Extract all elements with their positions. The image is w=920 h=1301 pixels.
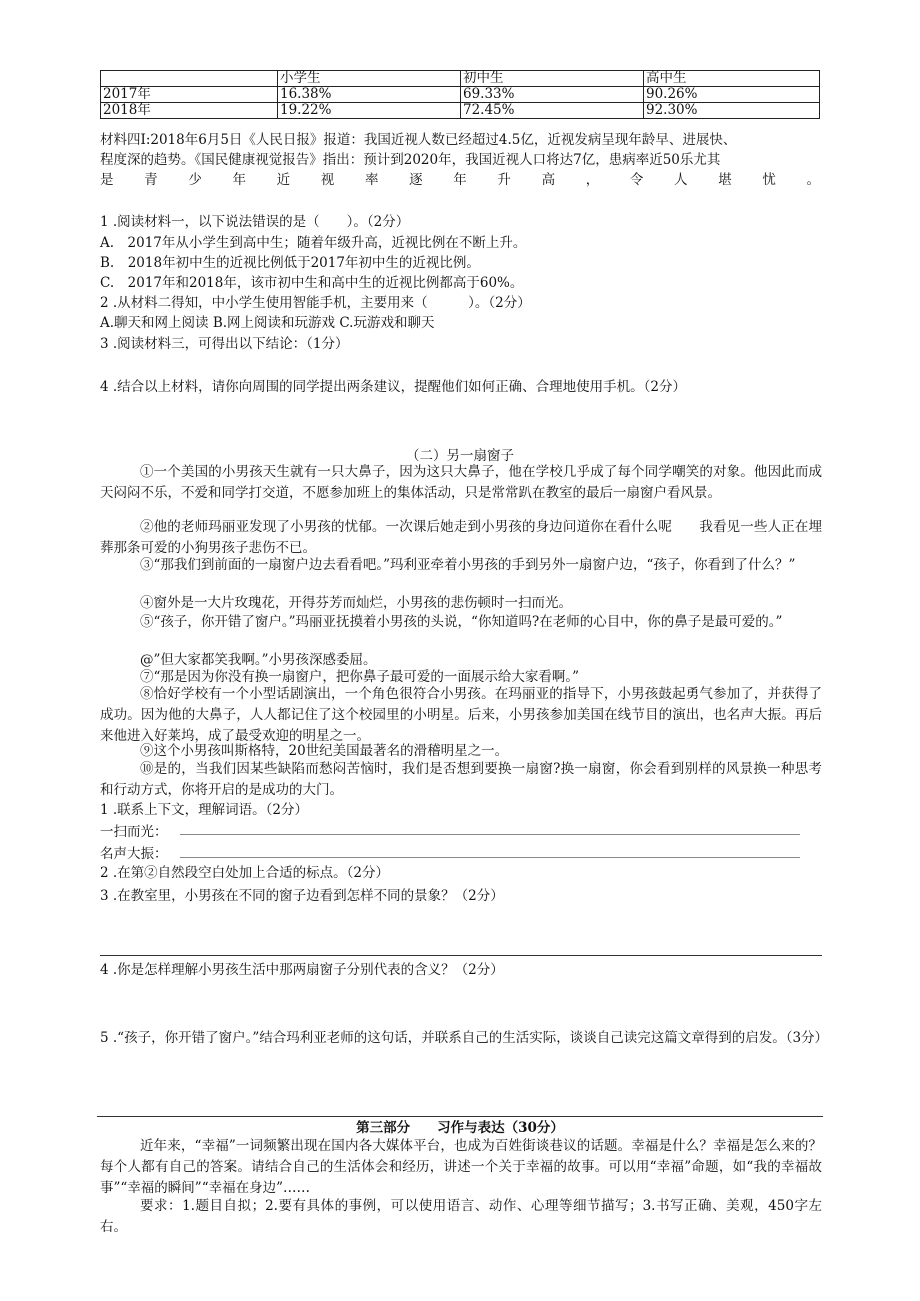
char: 人 xyxy=(674,172,688,188)
story-paragraph: @”但大家都笑我啊。”小男孩深感委屈。 xyxy=(140,652,377,668)
table-cell: 90.26% xyxy=(644,87,820,103)
char: 是 xyxy=(100,172,114,188)
table-cell: 16.38% xyxy=(278,87,461,103)
story-paragraph: ②他的老师玛丽亚发现了小男孩的忧郁。一次课后她走到小男孩的身边问道你在看什么呢 我看见一些人正在埋葬那条可爱的小狗男孩子悲伤不已。 xyxy=(100,519,822,556)
table-row xyxy=(101,103,820,119)
option-b: B. 2018年初中生的近视比例低于2017年初中生的近视比例。 xyxy=(100,255,480,271)
story-paragraph: ⑦“那是因为你没有换一扇窗户，把你鼻子最可爱的一面展示给大家看啊。” xyxy=(140,669,580,685)
story-question-1: 1 .联系上下文，理解词语。（2分） xyxy=(100,802,309,818)
story-paragraph: ⑨这个小男孩叫斯格特，20世纪美国最著名的滑稽明星之一。 xyxy=(140,743,509,759)
essay-requirements: 要求：1.题目自拟；2.要有具体的事例，可以使用语言、动作、心理等细节描写；3.书写正确、美观，450字左右。 xyxy=(100,1198,822,1235)
char: ， xyxy=(585,172,600,188)
question-3: 3 .阅读材料三，可得出以下结论：（1分） xyxy=(100,336,349,352)
char: 堪 xyxy=(718,172,732,188)
char: 。 xyxy=(806,172,820,188)
table-row xyxy=(101,87,820,103)
char: 视 xyxy=(320,172,335,188)
story-paragraph: ⑤“孩子，你开错了窗户。”玛丽亚抚摸着小男孩的头说，“你知道吗?在老师的心目中，你的鼻子是最可爱的。” xyxy=(140,614,783,630)
story-title: （二）另一扇窗子 xyxy=(406,448,514,464)
char: 近 xyxy=(276,172,291,188)
table-header-row xyxy=(101,71,820,87)
answer-line[interactable] xyxy=(100,955,822,956)
table-header-cell: 初中生 xyxy=(461,71,644,87)
table-cell: 2018年 xyxy=(101,103,278,119)
essay-prompt: 近年来，“幸福”一词频繁出现在国内各大媒体平台，也成为百姓街谈巷议的话题。幸福是什么？幸福是怎么来的？每个人都有自己的答案。请结合自己的生活体会和经历，讲述一个关于幸福的故事。可以用“幸福”命题，如“我的幸福故事”“幸福的瞬间”“幸福在身边”…… xyxy=(100,1138,822,1196)
myopia-table xyxy=(100,70,820,119)
char: 升 xyxy=(497,172,511,188)
story-question-4: 4 .你是怎样理解小男孩生活中那两扇窗子分别代表的含义？（2分） xyxy=(100,962,504,978)
table-header-cell: 小学生 xyxy=(278,71,461,87)
table-header-cell: 高中生 xyxy=(644,71,820,87)
material4-line-spread xyxy=(100,170,820,191)
material4-line: 材料四I:2018年6月5日《人民日报》报道：我国近视人数已经超过4.5亿，近视发病呈现年龄早、进展快、 xyxy=(100,132,737,148)
table-cell: 72.45% xyxy=(461,103,644,119)
story-question-3: 3 .在教室里，小男孩在不同的窗子边看到怎样不同的景象？（2分） xyxy=(100,888,504,904)
section-heading: 第三部分 习作与表达（30分） xyxy=(356,1120,564,1136)
answer-line[interactable] xyxy=(180,857,800,858)
char: 忧 xyxy=(762,172,776,188)
char: 年 xyxy=(453,172,467,188)
table-cell: 69.33% xyxy=(461,87,644,103)
option-a: A. 2017年从小学生到高中生；随着年级升高，近视比例在不断上升。 xyxy=(100,235,527,251)
table-cell: 19.22% xyxy=(278,103,461,119)
table-header-cell xyxy=(101,71,278,87)
question-1: 1 .阅读材料一，以下说法错误的是（ ）。（2分） xyxy=(100,214,410,230)
table-cell: 92.30% xyxy=(644,103,820,119)
option-c: C. 2017年和2018年，该市初中生和高中生的近视比例都高于60%。 xyxy=(100,275,524,291)
question-2-options: A.聊天和网上阅读 B.网上阅读和玩游戏 C.玩游戏和聊天 xyxy=(100,315,435,331)
char: 令 xyxy=(629,172,644,188)
char: 逐 xyxy=(409,172,423,188)
story-paragraph: ⑩是的，当我们因某些缺陷而愁闷苦恼时，我们是否想到要换一扇窗?换一扇窗，你会看到别样的风景换一种思考和行动方式，你将开启的是成功的大门。 xyxy=(100,761,822,798)
story-paragraph: ④窗外是一大片玫瑰花，开得芬芳而灿烂，小男孩的悲伤顿时一扫而光。 xyxy=(140,595,572,611)
answer-line[interactable] xyxy=(180,834,800,835)
question-4: 4 .结合以上材料，请你向周围的同学提出两条建议，提醒他们如何正确、合理地使用手机。（2分） xyxy=(100,379,687,395)
char: 青 xyxy=(144,172,158,188)
word-label: 名声大振： xyxy=(100,846,168,862)
material4-line: 程度深的趋势。《国民健康视觉报告》指出：预计到2020年，我国近视人口将达7亿，患病率近50乐尤其 xyxy=(100,152,721,168)
story-question-2: 2 .在第②自然段空白处加上合适的标点。（2分） xyxy=(100,865,390,881)
question-2: 2 .从材料二得知，中小学生使用智能手机，主要用来（ ）。（2分） xyxy=(100,295,531,311)
char: 年 xyxy=(232,172,246,188)
table-cell: 2017年 xyxy=(101,87,278,103)
story-paragraph: ⑧恰好学校有一个小型话剧演出，一个角色很符合小男孩。在玛丽亚的指导下，小男孩鼓起勇气参加了，并获得了成功。因为他的大鼻子，人人都记住了这个校园里的小明星。后来，小男孩参加美国在线节目的演出，也名声大振。再后来他进入好莱坞，成了最受欢迎的明星之一。 xyxy=(100,686,822,744)
story-paragraph: ①一个美国的小男孩天生就有一只大鼻子，因为这只大鼻子，他在学校几乎成了每个同学嘲笑的对象。他因此而成天闷闷不乐，不爱和同学打交道，不愿参加班上的集体活动，只是常常趴在教室的最后一扇窗户看风景。 xyxy=(100,464,822,501)
char: 高 xyxy=(541,172,556,188)
story-question-5: 5 .“孩子，你开错了窗户。”结合玛利亚老师的这句话，并联系自己的生活实际，谈谈自己读完这篇文章得到的启发。（3分） xyxy=(100,1030,829,1046)
char: 率 xyxy=(364,172,379,188)
char: 少 xyxy=(188,172,202,188)
word-label: 一扫而光： xyxy=(100,824,168,840)
story-paragraph: ③“那我们到前面的一扇窗户边去看看吧。”玛利亚牵着小男孩的手到另外一扇窗户边，“孩子，你看到了什么？” xyxy=(140,557,796,573)
